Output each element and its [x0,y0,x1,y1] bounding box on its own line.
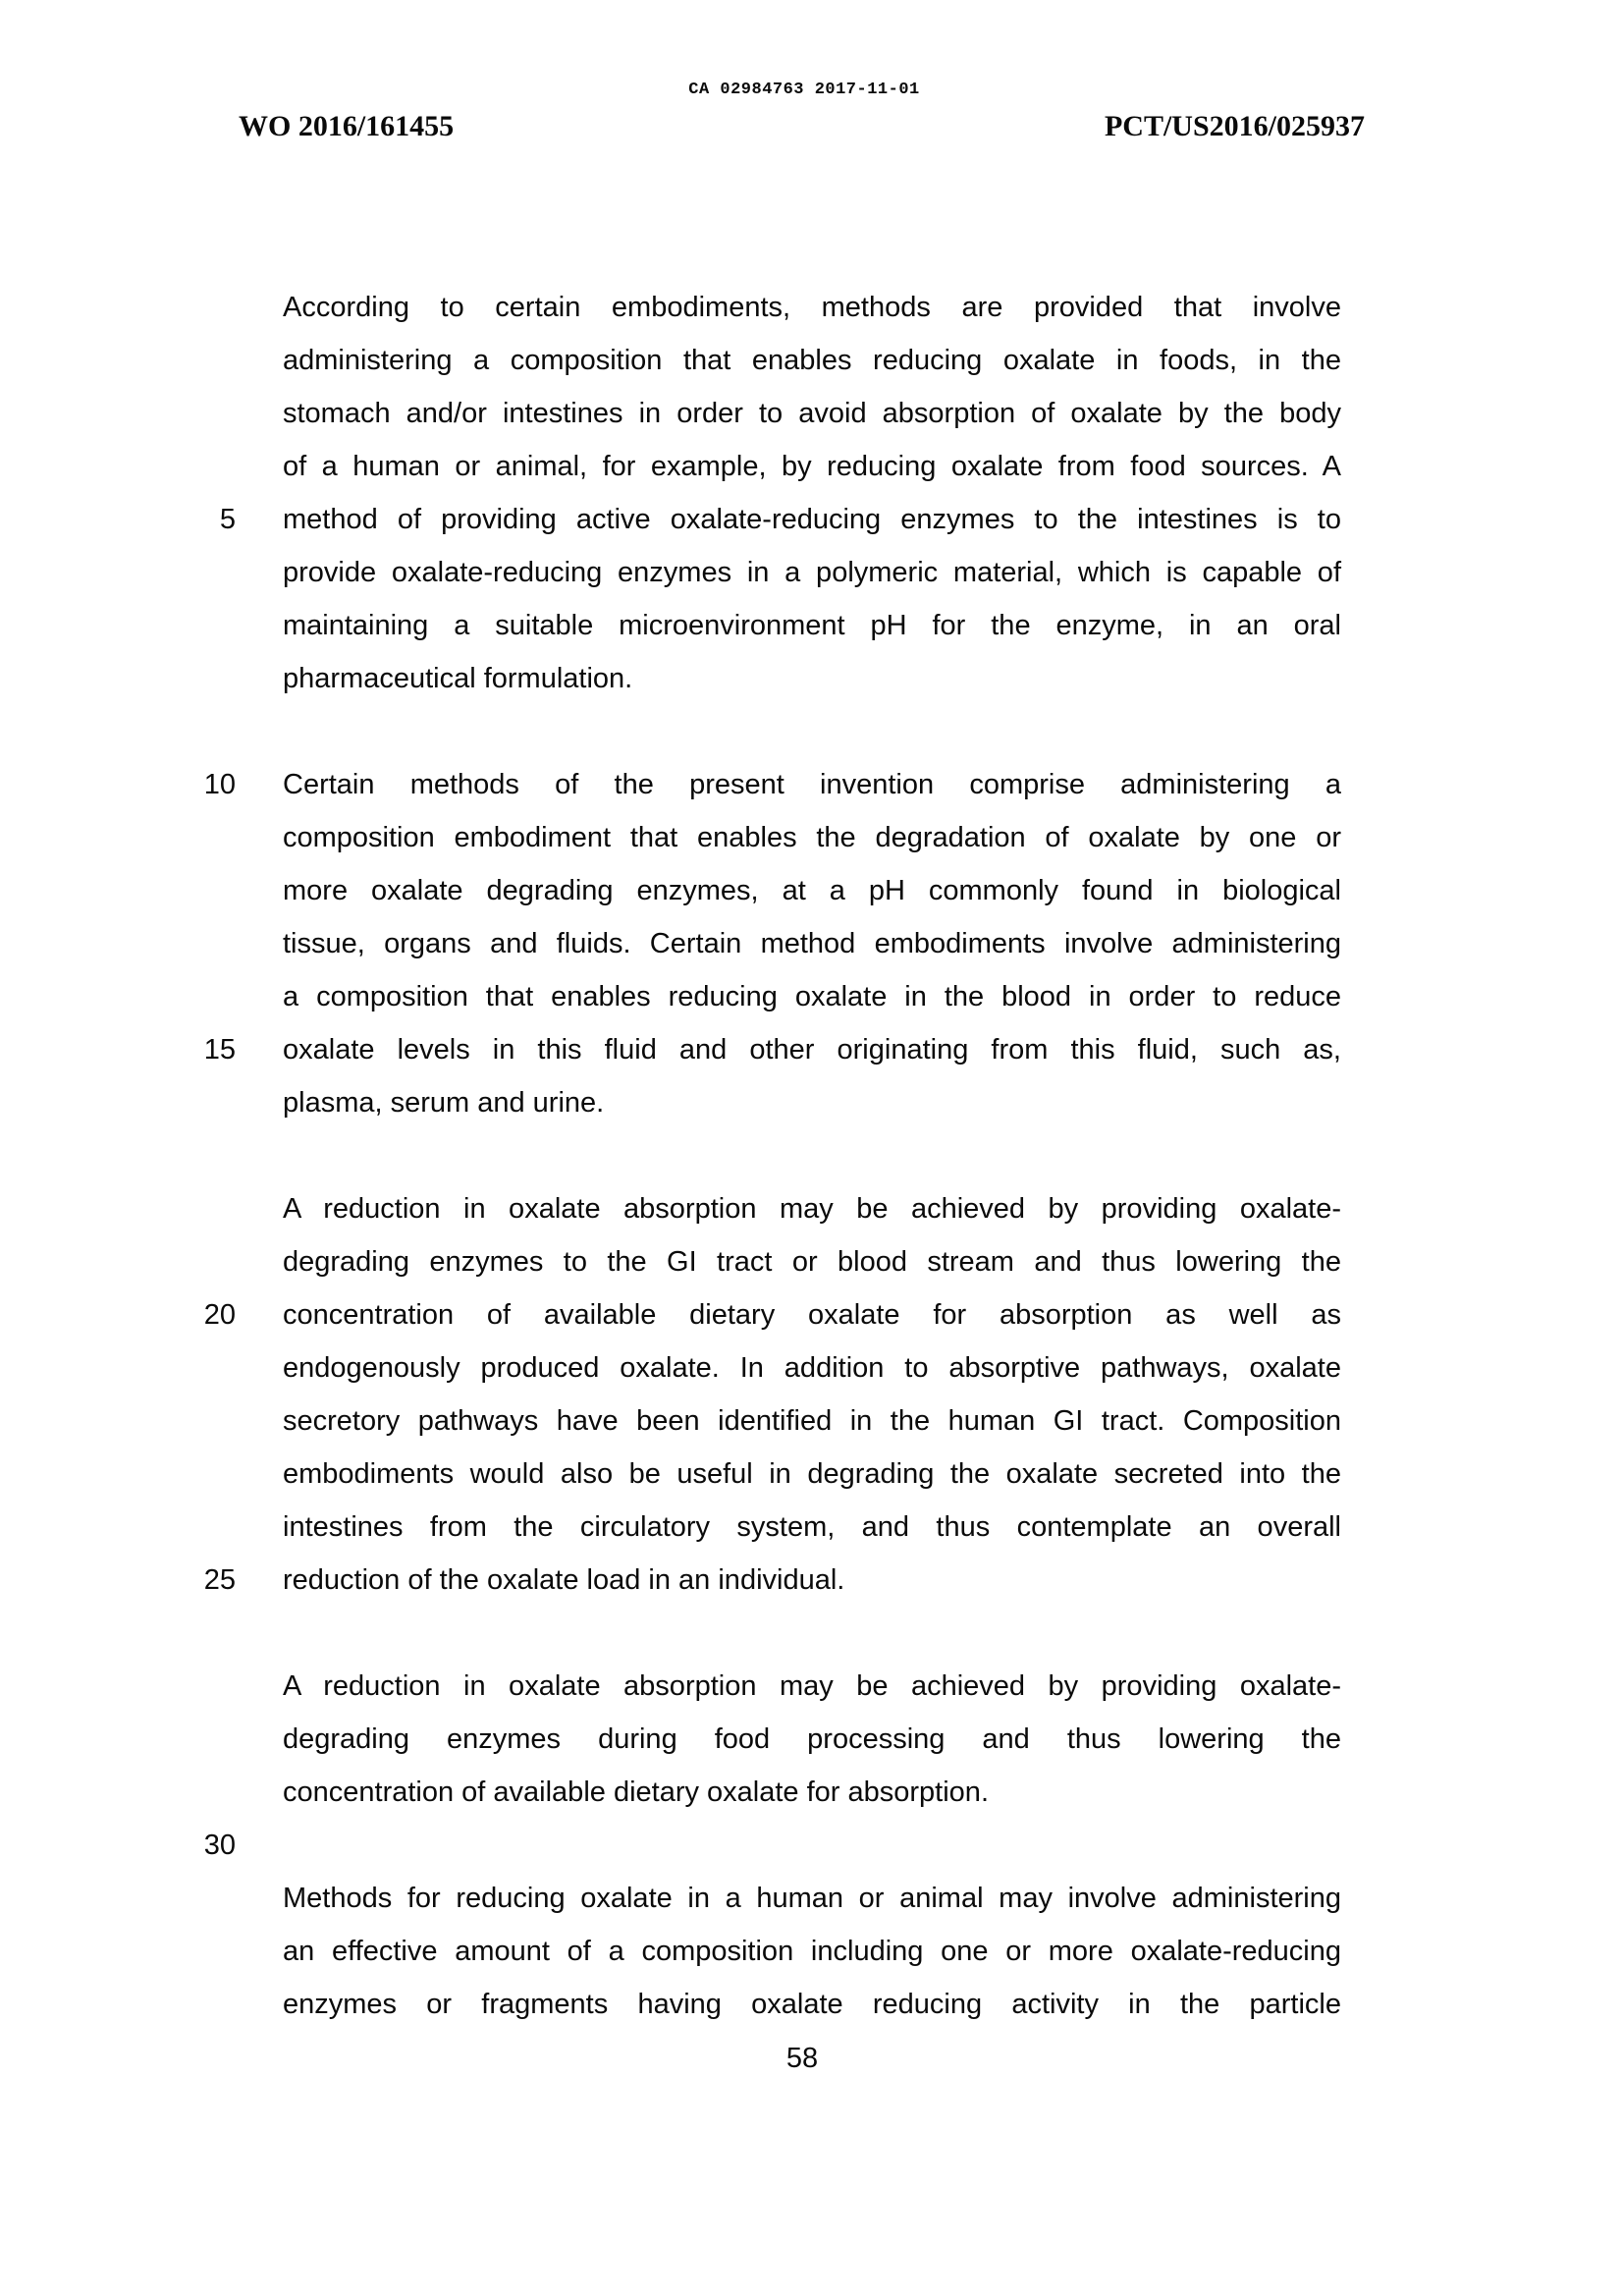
text-line-row [137,440,1341,493]
line-text: enzymes or fragments having oxalate reducing activity in the particle [283,1989,1341,2020]
text-line-row [137,1713,1341,1766]
line-text: a composition that enables reducing oxalate in the blood in order to reduce [283,981,1341,1012]
text-line-row [137,1288,1341,1341]
line-text: Certain methods of the present invention comprise administering a [283,769,1341,800]
text-line-row [137,970,1341,1023]
line-text: degrading enzymes to the GI tract or blood stream and thus lowering the [283,1246,1341,1278]
text-line-row [137,1023,1341,1076]
text-line-row [137,1448,1341,1501]
body-text [137,281,1341,2031]
text-line-row [137,1607,1341,1660]
line-text: pharmaceutical formulation. [283,663,633,694]
line-number: 20 [203,1299,236,1331]
text-line-row [137,546,1341,599]
line-text: concentration of available dietary oxalate for absorption. [283,1777,989,1808]
line-text: A reduction in oxalate absorption may be achieved by providing oxalate- [283,1193,1341,1225]
text-line-row [137,1554,1341,1607]
text-line-row [137,811,1341,864]
line-number: 25 [203,1564,236,1596]
text-line-row [137,1819,1341,1872]
line-text: administering a composition that enables reducing oxalate in foods, in the [283,345,1341,376]
line-text: an effective amount of a composition including one or more oxalate-reducing [283,1936,1341,1967]
text-line-row [137,1341,1341,1394]
text-line-row [137,652,1341,705]
text-line-row [137,1978,1341,2031]
text-line-row [137,1872,1341,1925]
text-line-row [137,758,1341,811]
text-line-row [137,1766,1341,1819]
line-text: method of providing active oxalate-reducing enzymes to the intestines is to [283,504,1341,535]
text-line-row [137,1394,1341,1448]
text-line-row [137,705,1341,758]
line-text: maintaining a suitable microenvironment pH for the enzyme, in an oral [283,610,1341,641]
text-line-row [137,334,1341,387]
line-number: 5 [219,504,236,535]
text-line-row [137,1501,1341,1554]
line-text: concentration of available dietary oxalate for absorption as well as [283,1299,1341,1331]
line-text: reduction of the oxalate load in an individual. [283,1564,845,1596]
line-text: tissue, organs and fluids. Certain method embodiments involve administering [283,928,1341,959]
line-text: endogenously produced oxalate. In addition to absorptive pathways, oxalate [283,1352,1341,1384]
text-line-row [137,1660,1341,1713]
text-line-row [137,281,1341,334]
line-text: intestines from the circulatory system, and thus contemplate an overall [283,1511,1341,1543]
line-text: more oxalate degrading enzymes, at a pH commonly found in biological [283,875,1341,906]
line-number: 10 [203,769,236,800]
line-text: degrading enzymes during food processing and thus lowering the [283,1723,1341,1755]
line-number: 30 [203,1830,236,1861]
text-line-row [137,1129,1341,1182]
text-line-row [137,493,1341,546]
line-text: A reduction in oxalate absorption may be achieved by providing oxalate- [283,1670,1341,1702]
line-text: stomach and/or intestines in order to avoid absorption of oxalate by the body [283,398,1341,429]
wo-publication-number: WO 2016/161455 [239,110,455,142]
text-line-row [137,599,1341,652]
page-number: 58 [785,2043,819,2074]
text-line-row [137,1925,1341,1978]
text-line-row [137,387,1341,440]
line-text: embodiments would also be useful in degrading the oxalate secreted into the [283,1458,1341,1490]
line-text: composition embodiment that enables the degradation of oxalate by one or [283,822,1341,853]
ca-filing-stamp: CA 02984763 2017-11-01 [688,81,920,99]
line-text: of a human or animal, for example, by reducing oxalate from food sources. A [283,451,1341,482]
line-text: Methods for reducing oxalate in a human or animal may involve administering [283,1883,1341,1914]
line-text: plasma, serum and urine. [283,1087,605,1119]
line-text: oxalate levels in this fluid and other originating from this fluid, such as, [283,1034,1341,1066]
text-line-row [137,917,1341,970]
line-text: provide oxalate-reducing enzymes in a polymeric material, which is capable of [283,557,1341,588]
line-text: secretory pathways have been identified in the human GI tract. Composition [283,1405,1341,1437]
text-line-row [137,1076,1341,1129]
pct-application-number: PCT/US2016/025937 [1104,110,1365,142]
line-number: 15 [203,1034,236,1066]
text-line-row [137,1182,1341,1235]
text-line-row [137,1235,1341,1288]
line-text: According to certain embodiments, methods are provided that involve [283,292,1341,323]
text-line-row [137,864,1341,917]
